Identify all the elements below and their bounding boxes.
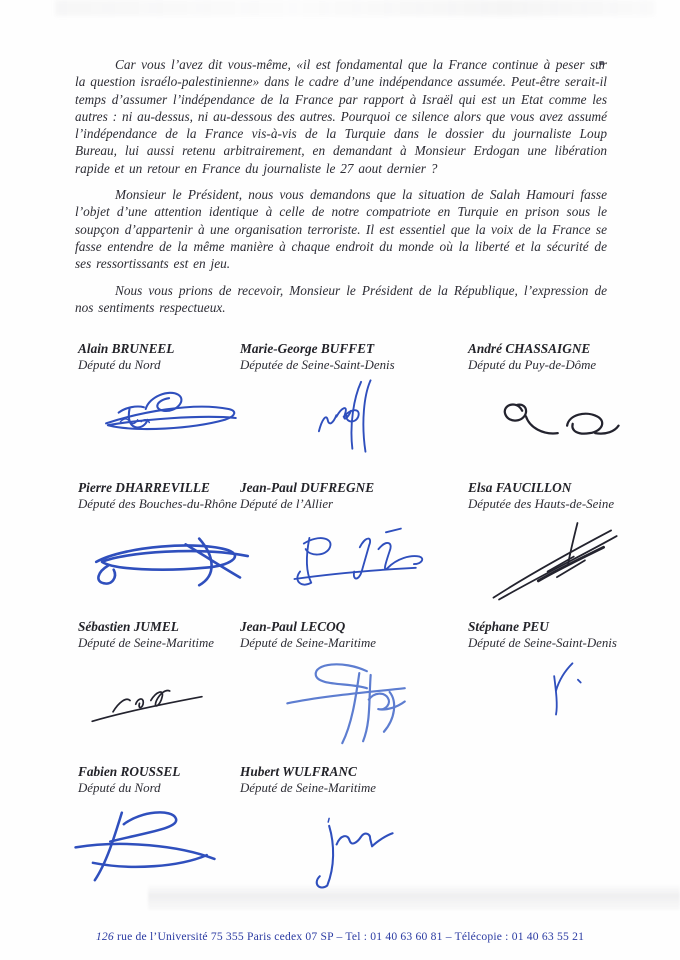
signatory-bruneel: [78, 340, 240, 479]
signature-roussel: [64, 803, 226, 885]
signatory-title: Député de Seine-Maritime: [240, 636, 377, 650]
signatory-title: Député de l’Allier: [240, 497, 334, 511]
signatory-name: Pierre DHARREVILLE: [78, 480, 210, 495]
signatory-title: Député du Puy-de-Dôme: [468, 358, 597, 372]
signatory-name: Jean-Paul DUFREGNE: [240, 480, 375, 495]
paragraph-1: Car vous l’avez dit vous-même, «il est fondamental que la France continue à peser sur la question israélo-palestinienne» dans le cadre d’une indépendance assumée. Peut-être serait-il temps d’assumer l’indépendance de la France par rapport à Israël qui est un Etat comme les autres : ni au-dessus, ni au-dessous des autres. Pourquoi ce silence alors que vous avez assumé l’indépendance de la France vis-à-vis de la Turquie dans le dossier du journaliste Loup Bureau, lui aussi retenu arbitrairement, en demandant à Monsieur Erdogan une libération rapide et un retour en France du journaliste le 27 aout dernier ?: [75, 57, 607, 176]
signatory-name: André CHASSAIGNE: [468, 341, 591, 356]
signatory-dharreville: [78, 479, 240, 618]
letter-body: [75, 56, 607, 325]
scan-artifact-top: [55, 0, 655, 16]
signatory-name: Jean-Paul LECOQ: [240, 619, 346, 634]
signatory-name: Elsa FAUCILLON: [468, 480, 572, 495]
signatory-title: Député de Seine-Maritime: [240, 781, 377, 795]
footer: [0, 930, 680, 943]
signatory-title: Députée des Hauts-de-Seine: [468, 497, 615, 511]
signatory-title: Député de Seine-Saint-Denis: [468, 636, 617, 650]
signature-dufregne: [276, 523, 438, 593]
signatory-wulfranc: [240, 763, 468, 893]
signature-wulfranc: [293, 809, 397, 893]
signatory-name: Fabien ROUSSEL: [78, 764, 181, 779]
signatory-name: Sébastien JUMEL: [78, 619, 179, 634]
signatory-title: Député du Nord: [78, 781, 161, 795]
signature-bruneel: [90, 382, 250, 454]
signatory-title: Député de Seine-Maritime: [78, 636, 215, 650]
signature-chassaigne: [488, 392, 620, 450]
paragraph-2: Monsieur le Président, nous vous demandons que la situation de Salah Hamouri fasse l’objet d’une attention identique à celle de notre compatriote en Turquie en prison sous le soupçon d’appartenir à une organisation terroriste. Il est essentiel que la voix de la France se fasse entendre de la même manière à chaque endroit du monde où la liberté et la sécurité de ses ressortissants est en jeu.: [75, 187, 607, 272]
signatory-peu: [468, 618, 644, 763]
footer-address: rue de l’Université 75 355 Paris cedex 07 SP – Tel : 01 40 63 60 81 – Télécopie : 01 40 63 55 21: [113, 930, 585, 943]
signature-dharreville: [84, 525, 260, 593]
signatory-name: Marie-George BUFFET: [240, 341, 375, 356]
signatory-name: Stéphane PEU: [468, 619, 549, 634]
signatory-jumel: [78, 618, 240, 763]
signatory-roussel: [78, 763, 240, 893]
signatures-grid: [78, 340, 644, 893]
signatory-lecoq: [240, 618, 468, 763]
signatory-title: Député des Bouches-du-Rhône: [78, 497, 237, 511]
signatory-title: Députée de Seine-Saint-Denis: [240, 358, 395, 372]
signature-lecoq: [276, 656, 418, 746]
signatory-chassaigne: [468, 340, 644, 479]
signature-buffet: [285, 376, 395, 456]
paragraph-3: Nous vous prions de recevoir, Monsieur le Président de la République, l’expression de nos sentiments respectueux.: [75, 282, 607, 315]
signatory-faucillon: [468, 479, 644, 618]
signatory-name: Hubert WULFRANC: [240, 764, 357, 779]
signature-peu: [528, 656, 584, 720]
signatory-buffet: [240, 340, 468, 479]
signatory-name: Alain BRUNEEL: [78, 341, 175, 356]
signature-jumel: [84, 674, 212, 726]
signatory-dufregne: [240, 479, 468, 618]
signature-faucillon: [486, 513, 626, 603]
signatory-title: Député du Nord: [78, 358, 161, 372]
footer-street-number: 126: [95, 930, 114, 943]
